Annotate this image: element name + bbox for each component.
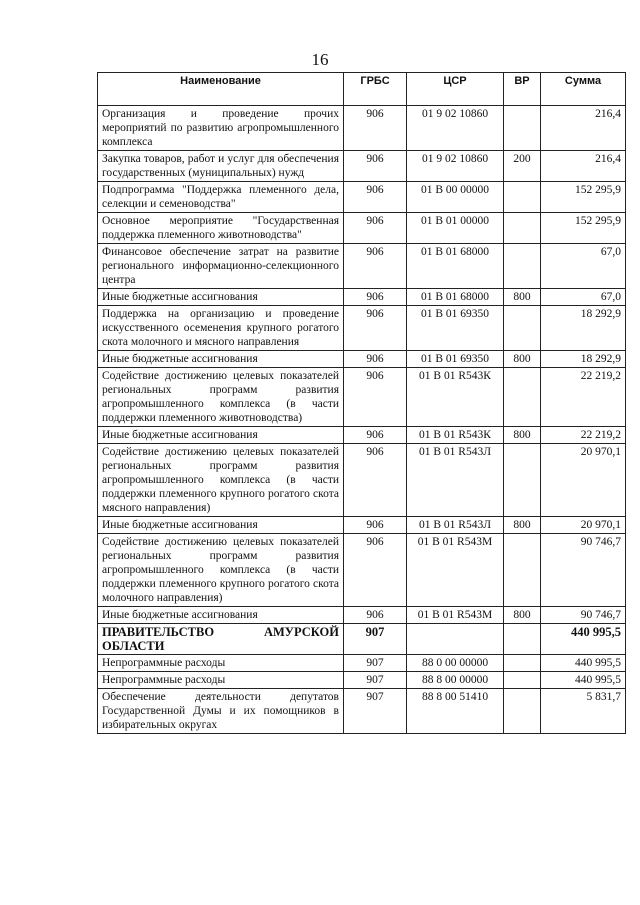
cell-vr [504, 624, 541, 655]
cell-vr: 800 [504, 607, 541, 624]
cell-sum: 67,0 [541, 289, 626, 306]
cell-sum: 18 292,9 [541, 306, 626, 351]
cell-grbs: 906 [344, 517, 407, 534]
cell-grbs: 906 [344, 289, 407, 306]
cell-name: Содействие достижению целевых показателей региональных программ развития агропромышленного комплекса (в части поддержки племенного крупного рогатого скота мясного направления) [98, 444, 344, 517]
header-grbs: ГРБС [344, 73, 407, 106]
cell-name: Закупка товаров, работ и услуг для обеспечения государственных (муниципальных) нужд [98, 151, 344, 182]
cell-name: Содействие достижению целевых показателей региональных программ развития агропромышленного комплекса (в части поддержки племенного крупного рогатого скота молочного направления) [98, 534, 344, 607]
cell-csr: 01 В 01 69350 [407, 306, 504, 351]
cell-sum: 152 295,9 [541, 213, 626, 244]
cell-csr: 01 В 01 R543К [407, 368, 504, 427]
cell-sum: 440 995,5 [541, 672, 626, 689]
table-body [98, 106, 626, 734]
cell-vr [504, 106, 541, 151]
cell-grbs: 906 [344, 607, 407, 624]
table-row [98, 534, 626, 607]
cell-csr [407, 624, 504, 655]
table-row [98, 672, 626, 689]
header-vr: ВР [504, 73, 541, 106]
cell-csr: 01 9 02 10860 [407, 151, 504, 182]
cell-name: Непрограммные расходы [98, 655, 344, 672]
cell-sum: 152 295,9 [541, 182, 626, 213]
cell-grbs: 906 [344, 244, 407, 289]
cell-vr [504, 655, 541, 672]
cell-grbs: 906 [344, 534, 407, 607]
cell-name: Основное мероприятие "Государственная поддержка племенного животноводства" [98, 213, 344, 244]
cell-grbs: 907 [344, 689, 407, 734]
cell-grbs: 906 [344, 213, 407, 244]
cell-vr [504, 689, 541, 734]
table-row [98, 655, 626, 672]
cell-csr: 01 В 01 R543М [407, 607, 504, 624]
table-row [98, 244, 626, 289]
cell-csr: 01 В 01 68000 [407, 244, 504, 289]
budget-table [97, 72, 626, 734]
cell-csr: 01 9 02 10860 [407, 106, 504, 151]
cell-grbs: 906 [344, 351, 407, 368]
cell-grbs: 906 [344, 427, 407, 444]
cell-sum: 216,4 [541, 106, 626, 151]
table-row [98, 607, 626, 624]
cell-vr [504, 444, 541, 517]
cell-grbs: 906 [344, 306, 407, 351]
cell-csr: 01 В 01 R543К [407, 427, 504, 444]
cell-vr [504, 182, 541, 213]
cell-sum: 18 292,9 [541, 351, 626, 368]
table-row [98, 689, 626, 734]
cell-sum: 90 746,7 [541, 534, 626, 607]
cell-csr: 01 В 01 R543Л [407, 444, 504, 517]
table-row [98, 106, 626, 151]
cell-csr: 01 В 01 00000 [407, 213, 504, 244]
cell-name: Финансовое обеспечение затрат на развитие регионального информационно-селекционного центра [98, 244, 344, 289]
cell-sum: 216,4 [541, 151, 626, 182]
header-csr: ЦСР [407, 73, 504, 106]
cell-vr: 800 [504, 427, 541, 444]
cell-sum: 5 831,7 [541, 689, 626, 734]
table-row [98, 368, 626, 427]
cell-name: Подпрограмма "Поддержка племенного дела, селекции и семеноводства" [98, 182, 344, 213]
cell-name: Иные бюджетные ассигнования [98, 517, 344, 534]
cell-name: Содействие достижению целевых показателей региональных программ развития агропромышленного комплекса (в части поддержки племенного животноводства) [98, 368, 344, 427]
cell-sum: 22 219,2 [541, 368, 626, 427]
table-row [98, 151, 626, 182]
cell-sum: 90 746,7 [541, 607, 626, 624]
cell-vr: 800 [504, 517, 541, 534]
cell-name: Поддержка на организацию и проведение искусственного осеменения крупного рогатого скота молочного и мясного направления [98, 306, 344, 351]
cell-sum: 440 995,5 [541, 624, 626, 655]
cell-grbs: 906 [344, 151, 407, 182]
cell-name: Иные бюджетные ассигнования [98, 351, 344, 368]
cell-sum: 22 219,2 [541, 427, 626, 444]
cell-csr: 88 8 00 51410 [407, 689, 504, 734]
cell-vr [504, 244, 541, 289]
cell-sum: 20 970,1 [541, 444, 626, 517]
cell-vr [504, 368, 541, 427]
table-row [98, 351, 626, 368]
cell-grbs: 907 [344, 655, 407, 672]
cell-csr: 88 8 00 00000 [407, 672, 504, 689]
table-row [98, 182, 626, 213]
cell-name: Иные бюджетные ассигнования [98, 607, 344, 624]
cell-grbs: 907 [344, 624, 407, 655]
table-row [98, 427, 626, 444]
cell-name: Иные бюджетные ассигнования [98, 427, 344, 444]
cell-csr: 01 В 00 00000 [407, 182, 504, 213]
cell-csr: 01 В 01 R543М [407, 534, 504, 607]
cell-vr [504, 306, 541, 351]
cell-grbs: 906 [344, 444, 407, 517]
cell-vr [504, 534, 541, 607]
table-row [98, 444, 626, 517]
cell-csr: 88 0 00 00000 [407, 655, 504, 672]
cell-vr [504, 672, 541, 689]
cell-sum: 67,0 [541, 244, 626, 289]
cell-sum: 20 970,1 [541, 517, 626, 534]
cell-grbs: 906 [344, 368, 407, 427]
cell-csr: 01 В 01 69350 [407, 351, 504, 368]
header-name: Наименование [98, 73, 344, 106]
cell-vr: 200 [504, 151, 541, 182]
table-row [98, 213, 626, 244]
cell-grbs: 906 [344, 182, 407, 213]
cell-name: Иные бюджетные ассигнования [98, 289, 344, 306]
cell-csr: 01 В 01 R543Л [407, 517, 504, 534]
header-sum: Сумма [541, 73, 626, 106]
cell-vr: 800 [504, 289, 541, 306]
page-number: 16 [311, 50, 329, 69]
table-row [98, 306, 626, 351]
cell-name: ПРАВИТЕЛЬСТВО АМУРСКОЙ ОБЛАСТИ [98, 624, 344, 655]
cell-grbs: 907 [344, 672, 407, 689]
table-row [98, 624, 626, 655]
cell-sum: 440 995,5 [541, 655, 626, 672]
table-row [98, 289, 626, 306]
cell-name: Обеспечение деятельности депутатов Государственной Думы и их помощников в избирательных округах [98, 689, 344, 734]
cell-name: Непрограммные расходы [98, 672, 344, 689]
table-header-row [98, 73, 626, 106]
cell-csr: 01 В 01 68000 [407, 289, 504, 306]
table-row [98, 517, 626, 534]
cell-name: Организация и проведение прочих мероприятий по развитию агропромышленного комплекса [98, 106, 344, 151]
cell-vr: 800 [504, 351, 541, 368]
cell-vr [504, 213, 541, 244]
cell-grbs: 906 [344, 106, 407, 151]
